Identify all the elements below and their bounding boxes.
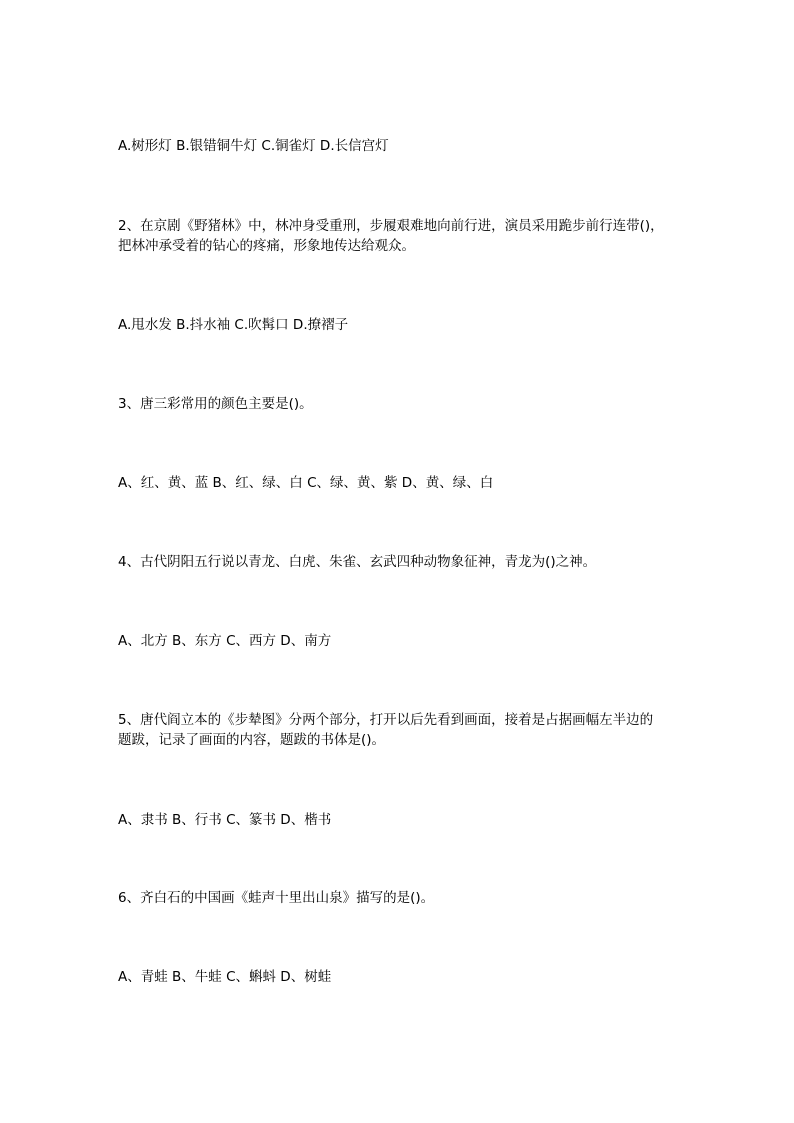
- options-q2: A.甩水发 B.抖水袖 C.吹髯口 D.撩褶子: [118, 317, 349, 333]
- options-q5: A、隶书 B、行书 C、篆书 D、楷书: [118, 812, 332, 828]
- question-3: 3、唐三彩常用的颜色主要是()。: [118, 396, 313, 412]
- options-q4: A、北方 B、东方 C、西方 D、南方: [118, 633, 332, 649]
- question-6: 6、齐白石的中国画《蛙声十里出山泉》描写的是()。: [118, 890, 435, 906]
- question-4: 4、古代阴阳五行说以青龙、白虎、朱雀、玄武四种动物象征神，青龙为()之神。: [118, 554, 597, 570]
- options-q1: A.树形灯 B.银错铜牛灯 C.铜雀灯 D.长信宫灯: [118, 138, 389, 154]
- question-2-line-2: 把林冲承受着的钻心的疼痛，形象地传达给观众。: [118, 238, 415, 254]
- options-q3: A、红、黄、蓝 B、红、绿、白 C、绿、黄、紫 D、黄、绿、白: [118, 475, 494, 491]
- question-5-line-1: 5、唐代阎立本的《步辇图》分两个部分，打开以后先看到画面，接着是占据画幅左半边的: [118, 712, 654, 728]
- question-5-line-2: 题跋，记录了画面的内容，题跋的书体是()。: [118, 732, 386, 748]
- options-q6: A、青蛙 B、牛蛙 C、蝌蚪 D、树蛙: [118, 969, 332, 985]
- question-2-line-1: 2、在京剧《野猪林》中，林冲身受重刑，步履艰难地向前行进，演员采用跪步前行连带()，: [118, 218, 664, 234]
